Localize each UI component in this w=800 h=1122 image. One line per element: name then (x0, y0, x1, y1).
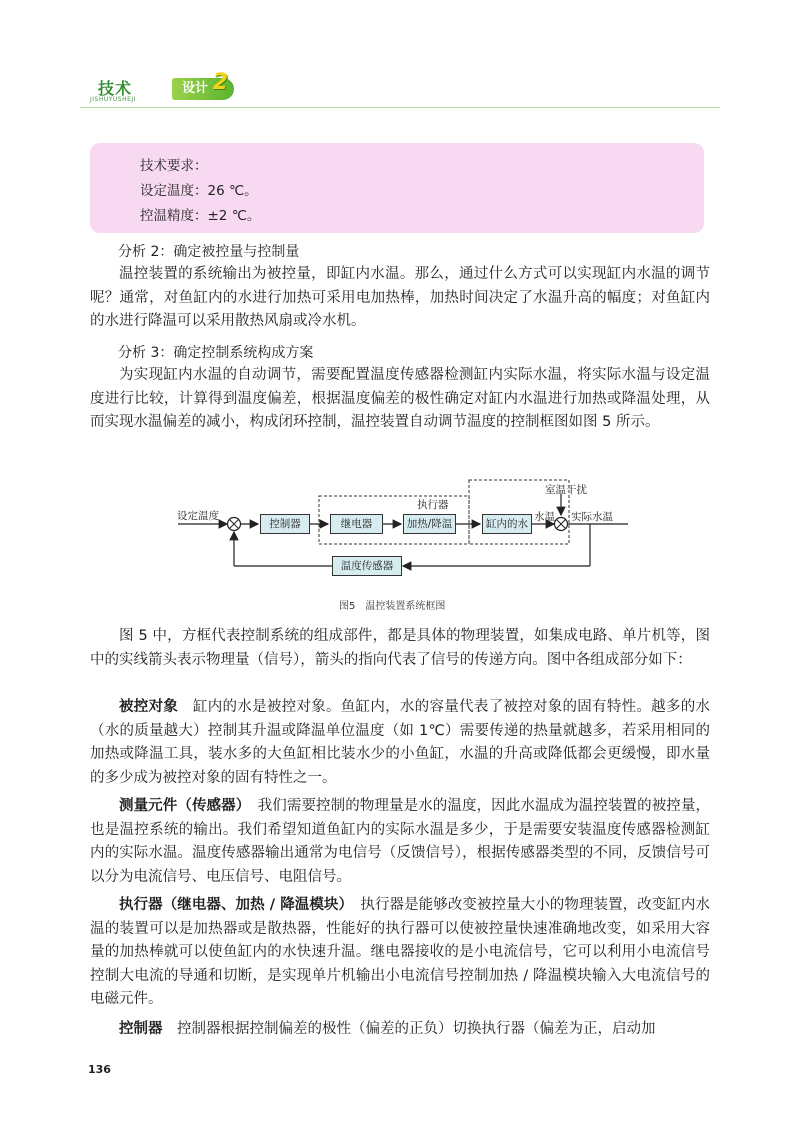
requirements-title: 技术要求： (140, 158, 208, 174)
controller-block: 控制器 (260, 514, 310, 534)
water-temp-label: 水温 (534, 511, 555, 523)
page-number: 136 (88, 1063, 111, 1076)
book-logo-pinyin: JISHUYUSHEJI (90, 96, 136, 103)
sensor-term: 测量元件（传感器） (119, 798, 244, 814)
requirement-precision: 控温精度：±2 ℃。 (140, 208, 261, 224)
header-divider (80, 107, 720, 108)
control-block-diagram (160, 466, 660, 596)
actuator-text: 执行器是能够改变被控量大小的物理装置，改变缸内水温的装置可以是加热器或是散热器，性能好的执行器可以使被控量快速准确地改变，如采用大容量的加热棒就可以使鱼缸内的水快速升温。继电器接收的是小电流信号，它可以利用小电流信号控制大电流的导通和切断，是实现单片机输出小电流信号控制加热 / 降温模块输入大电流信号的电磁元件。 (90, 897, 710, 1008)
badge-number: 2 (212, 70, 229, 95)
actuator-paragraph (90, 894, 710, 1012)
room-temp-disturbance-label: 室温干扰 (545, 484, 587, 496)
analysis-2-heading: 分析 2：确定被控量与控制量 (118, 244, 300, 260)
relay-block: 继电器 (330, 514, 383, 534)
actuator-term: 执行器（继电器、加热 / 降温模块） (119, 897, 346, 913)
analysis-2-body: 温控装置的系统输出为被控量，即缸内水温。那么，通过什么方式可以实现缸内水温的调节呢？通常，对鱼缸内的水进行加热可采用电加热棒，加热时间决定了水温升高的幅度；对鱼缸内的水进行降温可以采用散热风扇或冷水机。 (90, 266, 710, 330)
sensor-text: 我们需要控制的物理量是水的温度，因此水温成为温控装置的被控量，也是温控系统的输出。我们希望知道鱼缸内的实际水温是多少，于是需要安装温度传感器检测缸内的实际水温。温度传感器输出通常为电信号（反馈信号），根据传感器类型的不同，反馈信号可以分为电流信号、电压信号、电阻信号。 (90, 798, 710, 885)
controller-paragraph (90, 1018, 710, 1042)
analysis-3-body: 为实现缸内水温的自动调节，需要配置温度传感器检测缸内实际水温，将实际水温与设定温度进行比较，计算得到温度偏差，根据温度偏差的极性确定对缸内水温进行加热或降温处理，从而实现水温偏差的减小，构成闭环控制，温控装置自动调节温度的控制框图如图 5 所示。 (90, 367, 710, 431)
tank-water-block: 缸内的水 (482, 514, 532, 534)
book-logo-badge (172, 70, 234, 100)
controlled-object-text: 缸内的水是被控对象。鱼缸内，水的容量代表了被控对象的固有特性。越多的水（水的质量越大）控制其升温或降温单位温度（如 1℃）需要传递的热量就越多，若采用相同的加热或降温工具，装水多的大鱼缸相比装水少的小鱼缸，水温的升高或降低都会更缓慢，即水量的多少成为被控对象的固有特性之一。 (90, 699, 711, 786)
heat-cool-block: 加热/降温 (403, 514, 456, 534)
sensor-paragraph (90, 795, 710, 889)
badge-text: 设计 (182, 81, 209, 96)
temp-sensor-block: 温度传感器 (332, 556, 402, 576)
page-header (80, 70, 720, 110)
actuator-label: 执行器 (417, 499, 449, 511)
requirements-box (90, 143, 704, 233)
analysis-3-heading: 分析 3：确定控制系统构成方案 (118, 345, 314, 361)
controller-term: 控制器 (119, 1021, 163, 1037)
book-logo: 技术 (98, 79, 133, 98)
figure-caption: 图5 温控装置系统框图 (339, 601, 446, 612)
diagram-input-label: 设定温度 (177, 510, 219, 522)
controller-text: 控制器根据控制偏差的极性（偏差的正负）切换执行器（偏差为正，启动加 (177, 1021, 656, 1037)
intro-paragraph: 图 5 中，方框代表控制系统的组成部件，都是具体的物理装置，如集成电路、单片机等，图中的实线箭头表示物理量（信号），箭头的指向代表了信号的传递方向。图中各组成部分如下： (90, 628, 710, 668)
actual-temp-label: 实际水温 (571, 511, 613, 523)
requirement-set-temp: 设定温度：26 ℃。 (140, 183, 258, 199)
controlled-object-term: 被控对象 (119, 699, 179, 715)
controlled-object-paragraph (90, 696, 710, 790)
